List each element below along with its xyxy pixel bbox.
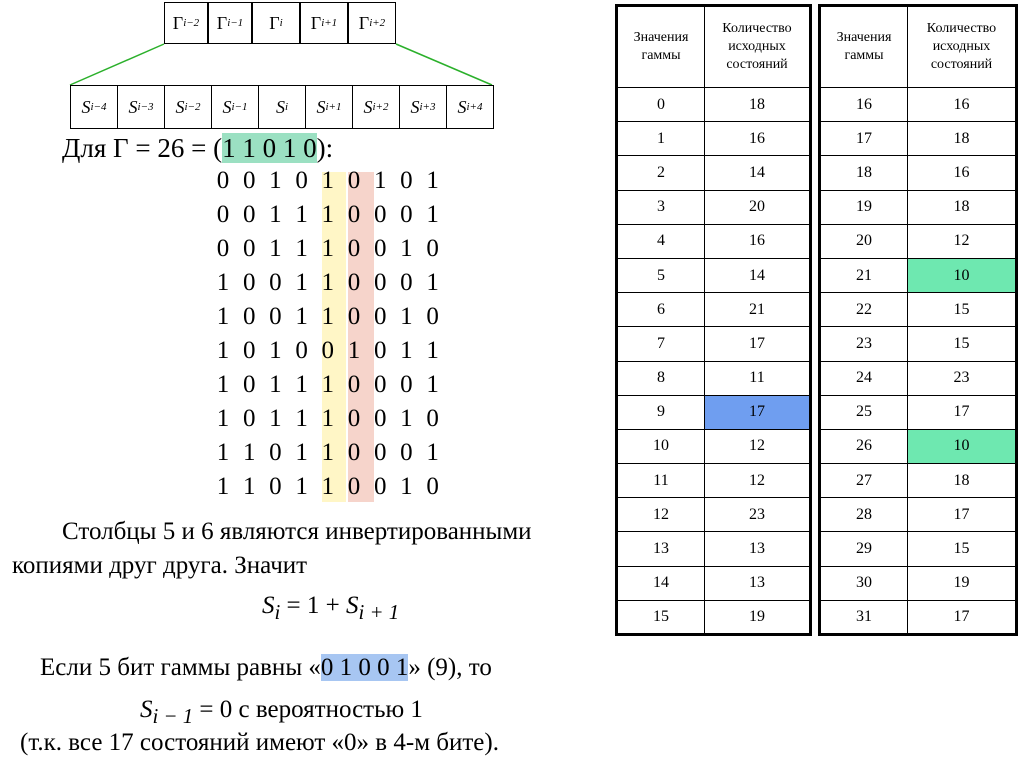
state-count-cell: 12 xyxy=(705,464,811,498)
table-row xyxy=(617,327,811,361)
matrix-bit: 0 xyxy=(242,371,256,398)
matrix-bit: 1 xyxy=(321,405,335,432)
gamma-value-cell: 16 xyxy=(820,88,908,122)
table-row xyxy=(820,498,1017,532)
gamma-table-right xyxy=(818,4,1018,636)
matrix-bit: 1 xyxy=(321,167,335,194)
matrix-bit: 0 xyxy=(373,473,387,500)
state-count-cell: 17 xyxy=(908,395,1017,429)
state-box xyxy=(70,85,118,129)
gamma-value-cell: 29 xyxy=(820,532,908,566)
table-row xyxy=(820,122,1017,156)
state-count-cell: 21 xyxy=(705,293,811,327)
state-count-cell: 23 xyxy=(908,361,1017,395)
matrix-bit: 0 xyxy=(216,167,230,194)
matrix-bit: 1 xyxy=(269,405,282,432)
matrix-bit: 1 xyxy=(295,439,308,466)
gamma-value-cell: 22 xyxy=(820,293,908,327)
matrix-bit: 1 xyxy=(321,439,335,466)
matrix-bit: 1 xyxy=(321,235,335,262)
matrix-bit: 1 xyxy=(295,235,308,262)
table-row xyxy=(617,361,811,395)
state-box-index: i xyxy=(284,101,289,113)
matrix-bit: 0 xyxy=(242,303,256,330)
gamma-value-cell: 15 xyxy=(617,600,705,634)
state-box xyxy=(399,85,447,129)
matrix-bit: 1 xyxy=(400,473,413,500)
state-box-symbol: S xyxy=(222,96,232,117)
table-row xyxy=(820,429,1017,463)
state-count-cell: 18 xyxy=(908,464,1017,498)
connector-lines xyxy=(0,0,520,90)
matrix-bit: 0 xyxy=(400,269,413,296)
state-count-cell: 15 xyxy=(908,293,1017,327)
matrix-bit: 1 xyxy=(426,167,439,194)
gamma-value-cell: 6 xyxy=(617,293,705,327)
matrix-bit: 1 xyxy=(321,303,335,330)
gamma-value-cell: 31 xyxy=(820,600,908,634)
state-box-index: i−3 xyxy=(137,101,154,113)
matrix-bit: 0 xyxy=(347,303,361,330)
state-box xyxy=(164,85,212,129)
gamma-box-index: i+1 xyxy=(321,17,338,29)
gamma-value-cell: 13 xyxy=(617,532,705,566)
state-box-symbol: S xyxy=(410,96,420,117)
table-row xyxy=(617,293,811,327)
matrix-bit: 1 xyxy=(295,201,308,228)
matrix-bit: 1 xyxy=(426,269,439,296)
matrix-bit: 0 xyxy=(373,405,387,432)
state-box-index: i+2 xyxy=(372,101,389,113)
state-box-symbol: S xyxy=(316,96,326,117)
state-count-cell: 20 xyxy=(705,190,811,224)
table-row xyxy=(617,190,811,224)
matrix-bit: 0 xyxy=(373,235,387,262)
table-row xyxy=(617,224,811,258)
gamma-box-symbol: Γ xyxy=(269,12,280,33)
matrix-bit: 1 xyxy=(216,439,230,466)
line3-bits: 0 1 0 0 1 xyxy=(320,654,409,681)
gamma-value-cell: 0 xyxy=(617,88,705,122)
gamma-box-index: i−1 xyxy=(227,17,244,29)
matrix-bit: 0 xyxy=(242,167,256,194)
matrix-bit: 1 xyxy=(216,473,230,500)
state-count-cell: 17 xyxy=(705,327,811,361)
table-row xyxy=(820,600,1017,634)
header-count: Количество исходных состояний xyxy=(705,6,811,88)
state-count-cell: 17 xyxy=(908,498,1017,532)
matrix-bit: 1 xyxy=(295,269,308,296)
matrix-bit: 0 xyxy=(373,269,387,296)
header-gamma: Значения гаммы xyxy=(617,6,705,88)
gamma-value-cell: 7 xyxy=(617,327,705,361)
explanation-line-2: копиями друг друга. Значит xyxy=(12,552,308,579)
matrix-bit: 0 xyxy=(269,269,282,296)
matrix-bit: 1 xyxy=(216,337,230,364)
gamma-value-cell: 28 xyxy=(820,498,908,532)
state-box-symbol: S xyxy=(275,96,285,117)
matrix-bit: 0 xyxy=(347,473,361,500)
state-count-cell: 12 xyxy=(705,429,811,463)
gamma-box-symbol: Γ xyxy=(358,12,370,33)
gamma-value-cell: 5 xyxy=(617,258,705,292)
matrix-bit: 1 xyxy=(400,405,413,432)
table-row xyxy=(820,566,1017,600)
matrix-bit: 0 xyxy=(347,167,361,194)
matrix-bit: 1 xyxy=(216,269,230,296)
gamma-value-cell: 30 xyxy=(820,566,908,600)
state-box xyxy=(446,85,494,129)
gamma-value-cell: 27 xyxy=(820,464,908,498)
gamma-value-cell: 17 xyxy=(820,122,908,156)
state-box-index: i+1 xyxy=(325,101,342,113)
explanation-line-3 xyxy=(40,654,492,682)
matrix-bit: 1 xyxy=(321,201,335,228)
heading-prefix: Для Г = 26 = ( xyxy=(62,133,223,163)
gamma-value-cell: 11 xyxy=(617,464,705,498)
formula-si-minus-1 xyxy=(140,696,423,729)
table-row xyxy=(820,293,1017,327)
formula-si-lhs-index: i xyxy=(274,600,281,624)
gamma-box-symbol: Γ xyxy=(172,12,184,33)
state-count-cell: 17 xyxy=(705,395,811,429)
matrix-bit: 1 xyxy=(321,269,335,296)
gamma-value-cell: 24 xyxy=(820,361,908,395)
state-count-cell: 18 xyxy=(908,190,1017,224)
table-row xyxy=(617,464,811,498)
gamma-value-cell: 8 xyxy=(617,361,705,395)
table-row xyxy=(820,532,1017,566)
table-row xyxy=(617,532,811,566)
matrix-bit: 0 xyxy=(295,337,308,364)
matrix-bit: 1 xyxy=(295,473,308,500)
table-row xyxy=(820,395,1017,429)
state-box-index: i−2 xyxy=(184,101,201,113)
matrix-bit: 0 xyxy=(347,371,361,398)
state-count-cell: 16 xyxy=(705,224,811,258)
state-box xyxy=(305,85,353,129)
state-box-symbol: S xyxy=(363,96,373,117)
state-box-index: i+4 xyxy=(466,101,483,113)
gamma-value-cell: 10 xyxy=(617,429,705,463)
matrix-bit: 0 xyxy=(400,439,413,466)
matrix-bit: 0 xyxy=(426,303,439,330)
table-row xyxy=(617,498,811,532)
gamma-heading xyxy=(62,133,333,164)
matrix-bit: 1 xyxy=(216,303,230,330)
gamma-table-left xyxy=(615,4,812,636)
matrix-bit: 0 xyxy=(347,235,361,262)
formula2-rest: = 0 с вероятностью 1 xyxy=(193,696,423,723)
state-count-cell: 16 xyxy=(908,88,1017,122)
state-box-index: i−4 xyxy=(90,101,107,113)
matrix-bit: 1 xyxy=(269,201,282,228)
state-box-symbol: S xyxy=(128,96,138,117)
matrix-bit: 0 xyxy=(373,371,387,398)
matrix-bit: 0 xyxy=(426,473,439,500)
explanation-line-4: (т.к. все 17 состояний имеют «0» в 4-м бите). xyxy=(20,729,499,756)
state-count-cell: 11 xyxy=(705,361,811,395)
table-row xyxy=(617,429,811,463)
matrix-bit: 1 xyxy=(400,235,413,262)
gamma-value-cell: 12 xyxy=(617,498,705,532)
heading-bits: 1 1 0 1 0 xyxy=(222,133,317,163)
state-count-cell: 15 xyxy=(908,327,1017,361)
state-box-symbol: S xyxy=(81,96,91,117)
table-row xyxy=(617,156,811,190)
table-row xyxy=(617,258,811,292)
matrix-bit: 0 xyxy=(242,269,256,296)
state-box xyxy=(117,85,165,129)
table-row xyxy=(820,361,1017,395)
state-count-cell: 17 xyxy=(908,600,1017,634)
gamma-box-index: i−2 xyxy=(183,17,200,29)
matrix-bit: 1 xyxy=(295,371,308,398)
matrix-bit: 0 xyxy=(400,371,413,398)
state-box-symbol: S xyxy=(457,96,467,117)
state-count-cell: 18 xyxy=(705,88,811,122)
state-count-cell: 10 xyxy=(908,258,1017,292)
header-count: Количество исходных состояний xyxy=(908,6,1017,88)
formula2-lhs: S xyxy=(140,696,153,723)
matrix-bit: 1 xyxy=(426,337,439,364)
matrix-bit: 1 xyxy=(269,167,282,194)
gamma-box-symbol: Γ xyxy=(310,12,322,33)
gamma-value-cell: 20 xyxy=(820,224,908,258)
matrix-bit: 1 xyxy=(216,371,230,398)
state-count-cell: 18 xyxy=(908,122,1017,156)
matrix-bit: 1 xyxy=(242,473,256,500)
gamma-value-cell: 2 xyxy=(617,156,705,190)
matrix-bit: 0 xyxy=(295,167,308,194)
formula-si-rhs: S xyxy=(346,592,359,619)
table-header-row xyxy=(820,6,1017,88)
gamma-value-cell: 25 xyxy=(820,395,908,429)
matrix-bit: 1 xyxy=(426,371,439,398)
gamma-value-cell: 9 xyxy=(617,395,705,429)
gamma-value-cell: 4 xyxy=(617,224,705,258)
matrix-bit: 0 xyxy=(242,405,256,432)
matrix-bit: 0 xyxy=(347,439,361,466)
state-count-cell: 16 xyxy=(908,156,1017,190)
matrix-bit: 0 xyxy=(347,269,361,296)
state-box-symbol: S xyxy=(175,96,185,117)
matrix-bit: 0 xyxy=(242,337,256,364)
matrix-bit: 0 xyxy=(373,201,387,228)
state-count-cell: 19 xyxy=(908,566,1017,600)
table-row xyxy=(617,395,811,429)
gamma-box-index: i+2 xyxy=(369,17,386,29)
state-count-cell: 13 xyxy=(705,566,811,600)
matrix-bit: 1 xyxy=(242,439,256,466)
formula2-index: i − 1 xyxy=(152,704,194,728)
table-row xyxy=(617,122,811,156)
state-count-cell: 14 xyxy=(705,156,811,190)
matrix-bit: 0 xyxy=(242,235,256,262)
matrix-bit: 0 xyxy=(400,167,413,194)
matrix-bit: 1 xyxy=(400,303,413,330)
matrix-bit: 0 xyxy=(269,439,282,466)
state-count-cell: 13 xyxy=(705,532,811,566)
matrix-bit: 0 xyxy=(373,337,387,364)
matrix-bit: 0 xyxy=(216,201,230,228)
table-row xyxy=(820,156,1017,190)
matrix-bit: 1 xyxy=(373,167,387,194)
matrix-bit: 1 xyxy=(295,405,308,432)
gamma-value-cell: 19 xyxy=(820,190,908,224)
state-box xyxy=(352,85,400,129)
state-count-cell: 10 xyxy=(908,429,1017,463)
state-box xyxy=(258,85,306,129)
table-row xyxy=(820,190,1017,224)
matrix-bit: 1 xyxy=(347,337,361,364)
table-row xyxy=(617,600,811,634)
matrix-bit: 0 xyxy=(216,235,230,262)
matrix-bit: 0 xyxy=(347,201,361,228)
table-row xyxy=(820,258,1017,292)
matrix-bit: 0 xyxy=(269,473,282,500)
gamma-value-cell: 1 xyxy=(617,122,705,156)
formula-si xyxy=(262,592,399,625)
line3-prefix: Если 5 бит гаммы равны « xyxy=(40,654,321,681)
matrix-bit: 1 xyxy=(295,303,308,330)
explanation-line-1: Столбцы 5 и 6 являются инвертированными xyxy=(62,518,532,545)
table-row xyxy=(820,88,1017,122)
matrix-bit: 0 xyxy=(400,201,413,228)
matrix-bit: 0 xyxy=(426,405,439,432)
matrix-bit: 1 xyxy=(269,371,282,398)
gamma-box-index: i xyxy=(279,17,283,29)
table-header-row xyxy=(617,6,811,88)
matrix-bit: 0 xyxy=(373,303,387,330)
formula-si-rhs-index: i + 1 xyxy=(358,600,400,624)
matrix-bit: 0 xyxy=(321,337,335,364)
table-row xyxy=(617,566,811,600)
gamma-value-cell: 14 xyxy=(617,566,705,600)
matrix-bit: 0 xyxy=(347,405,361,432)
table-row xyxy=(820,224,1017,258)
table-row xyxy=(820,464,1017,498)
heading-suffix: ): xyxy=(316,133,334,163)
line3-suffix: » (9), то xyxy=(408,654,492,681)
state-count-cell: 15 xyxy=(908,532,1017,566)
matrix-bit: 0 xyxy=(373,439,387,466)
matrix-bit: 1 xyxy=(216,405,230,432)
matrix-bit: 1 xyxy=(426,439,439,466)
header-gamma: Значения гаммы xyxy=(820,6,908,88)
formula-si-lhs: S xyxy=(262,592,275,619)
gamma-value-cell: 26 xyxy=(820,429,908,463)
matrix-bit: 0 xyxy=(426,235,439,262)
matrix-bit: 0 xyxy=(242,201,256,228)
state-box-index: i+3 xyxy=(419,101,436,113)
state-count-cell: 19 xyxy=(705,600,811,634)
table-row xyxy=(617,88,811,122)
matrix-bit: 1 xyxy=(400,337,413,364)
gamma-value-cell: 23 xyxy=(820,327,908,361)
formula-si-mid: = 1 + xyxy=(280,592,346,619)
table-row xyxy=(820,327,1017,361)
state-count-cell: 23 xyxy=(705,498,811,532)
state-box xyxy=(211,85,259,129)
state-count-cell: 14 xyxy=(705,258,811,292)
gamma-value-cell: 18 xyxy=(820,156,908,190)
matrix-bit: 1 xyxy=(269,337,282,364)
matrix-bit: 1 xyxy=(426,201,439,228)
state-count-cell: 16 xyxy=(705,122,811,156)
gamma-box-symbol: Γ xyxy=(216,12,228,33)
state-box-index: i−1 xyxy=(231,101,248,113)
matrix-bit: 1 xyxy=(321,371,335,398)
gamma-value-cell: 21 xyxy=(820,258,908,292)
matrix-bit: 1 xyxy=(269,235,282,262)
matrix-bit: 0 xyxy=(269,303,282,330)
matrix-bit: 1 xyxy=(321,473,335,500)
gamma-value-cell: 3 xyxy=(617,190,705,224)
state-count-cell: 12 xyxy=(908,224,1017,258)
